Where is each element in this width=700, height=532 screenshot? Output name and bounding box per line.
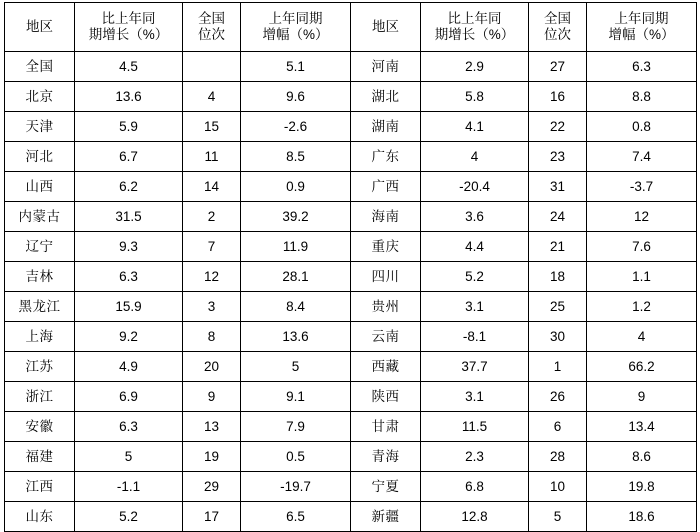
cell-left-growth: 5.9 — [75, 112, 183, 142]
cell-left-last: 0.5 — [241, 442, 351, 472]
cell-left-last: 13.6 — [241, 322, 351, 352]
cell-left-region: 江苏 — [5, 352, 75, 382]
cell-left-region: 黑龙江 — [5, 292, 75, 322]
cell-left-rank: 7 — [183, 232, 241, 262]
cell-right-growth: 2.3 — [421, 442, 529, 472]
header-growth-right: 比上年同 期增长（%） — [421, 3, 529, 52]
cell-left-region: 浙江 — [5, 382, 75, 412]
cell-right-rank: 24 — [529, 202, 587, 232]
cell-left-growth: 6.3 — [75, 412, 183, 442]
cell-right-last: 8.8 — [587, 82, 697, 112]
cell-left-growth: 4.9 — [75, 352, 183, 382]
cell-right-rank: 31 — [529, 172, 587, 202]
cell-right-last: 19.8 — [587, 472, 697, 502]
header-rank-left: 全国 位次 — [183, 3, 241, 52]
cell-right-rank: 23 — [529, 142, 587, 172]
cell-right-growth: 5.8 — [421, 82, 529, 112]
cell-left-growth: 15.9 — [75, 292, 183, 322]
cell-right-region: 湖北 — [351, 82, 421, 112]
cell-right-last: 18.6 — [587, 502, 697, 532]
cell-left-rank: 14 — [183, 172, 241, 202]
header-last-right: 上年同期 增幅（%） — [587, 3, 697, 52]
cell-left-growth: 6.9 — [75, 382, 183, 412]
cell-right-last: 7.4 — [587, 142, 697, 172]
header-growth-left: 比上年同 期增长（%） — [75, 3, 183, 52]
cell-left-rank: 17 — [183, 502, 241, 532]
cell-right-growth: 2.9 — [421, 52, 529, 82]
cell-left-rank: 9 — [183, 382, 241, 412]
cell-left-region: 河北 — [5, 142, 75, 172]
table-row — [5, 172, 697, 202]
cell-left-rank: 19 — [183, 442, 241, 472]
cell-right-region: 云南 — [351, 322, 421, 352]
header-row — [5, 3, 697, 52]
table-row — [5, 412, 697, 442]
cell-left-growth: 13.6 — [75, 82, 183, 112]
cell-left-region: 北京 — [5, 82, 75, 112]
table-row — [5, 502, 697, 532]
cell-right-last: 66.2 — [587, 352, 697, 382]
cell-right-region: 广东 — [351, 142, 421, 172]
cell-left-growth: 4.5 — [75, 52, 183, 82]
table-row — [5, 112, 697, 142]
cell-right-rank: 26 — [529, 382, 587, 412]
table-row — [5, 52, 697, 82]
cell-left-growth: 5 — [75, 442, 183, 472]
header-rank-right: 全国 位次 — [529, 3, 587, 52]
cell-left-last: 11.9 — [241, 232, 351, 262]
table-row — [5, 292, 697, 322]
cell-right-region: 重庆 — [351, 232, 421, 262]
cell-left-region: 上海 — [5, 322, 75, 352]
cell-right-growth: 3.1 — [421, 382, 529, 412]
header-region-right: 地区 — [351, 3, 421, 52]
cell-right-last: -3.7 — [587, 172, 697, 202]
cell-right-rank: 28 — [529, 442, 587, 472]
cell-left-rank: 4 — [183, 82, 241, 112]
cell-right-rank: 30 — [529, 322, 587, 352]
cell-right-region: 河南 — [351, 52, 421, 82]
cell-right-last: 1.1 — [587, 262, 697, 292]
cell-left-rank: 11 — [183, 142, 241, 172]
cell-right-last: 9 — [587, 382, 697, 412]
cell-right-region: 湖南 — [351, 112, 421, 142]
table-row — [5, 262, 697, 292]
cell-right-growth: 11.5 — [421, 412, 529, 442]
cell-left-region: 山西 — [5, 172, 75, 202]
cell-right-region: 甘肃 — [351, 412, 421, 442]
cell-right-growth: 12.8 — [421, 502, 529, 532]
cell-right-growth: -20.4 — [421, 172, 529, 202]
cell-right-region: 贵州 — [351, 292, 421, 322]
cell-right-growth: 3.1 — [421, 292, 529, 322]
cell-left-last: 6.5 — [241, 502, 351, 532]
cell-right-region: 宁夏 — [351, 472, 421, 502]
cell-left-last: 9.6 — [241, 82, 351, 112]
cell-left-last: 39.2 — [241, 202, 351, 232]
header-region-left: 地区 — [5, 3, 75, 52]
cell-right-growth: 4 — [421, 142, 529, 172]
cell-right-rank: 22 — [529, 112, 587, 142]
cell-left-region: 内蒙古 — [5, 202, 75, 232]
table-row — [5, 322, 697, 352]
cell-left-last: -19.7 — [241, 472, 351, 502]
cell-right-region: 新疆 — [351, 502, 421, 532]
cell-right-growth: 37.7 — [421, 352, 529, 382]
cell-right-region: 西藏 — [351, 352, 421, 382]
cell-left-growth: 9.3 — [75, 232, 183, 262]
cell-left-rank: 20 — [183, 352, 241, 382]
cell-left-region: 吉林 — [5, 262, 75, 292]
header-last-left: 上年同期 增幅（%） — [241, 3, 351, 52]
cell-right-rank: 6 — [529, 412, 587, 442]
cell-left-rank: 13 — [183, 412, 241, 442]
cell-right-region: 广西 — [351, 172, 421, 202]
cell-left-region: 辽宁 — [5, 232, 75, 262]
cell-right-growth: 5.2 — [421, 262, 529, 292]
cell-left-last: -2.6 — [241, 112, 351, 142]
cell-left-last: 8.5 — [241, 142, 351, 172]
cell-right-region: 四川 — [351, 262, 421, 292]
cell-left-last: 8.4 — [241, 292, 351, 322]
cell-left-growth: -1.1 — [75, 472, 183, 502]
cell-left-last: 5 — [241, 352, 351, 382]
cell-left-growth: 6.3 — [75, 262, 183, 292]
cell-left-growth: 6.7 — [75, 142, 183, 172]
cell-right-growth: -8.1 — [421, 322, 529, 352]
cell-left-last: 0.9 — [241, 172, 351, 202]
cell-left-growth: 5.2 — [75, 502, 183, 532]
cell-right-rank: 27 — [529, 52, 587, 82]
cell-left-rank: 12 — [183, 262, 241, 292]
cell-left-region: 安徽 — [5, 412, 75, 442]
cell-left-rank: 2 — [183, 202, 241, 232]
cell-right-growth: 6.8 — [421, 472, 529, 502]
cell-left-rank — [183, 52, 241, 82]
table-row — [5, 232, 697, 262]
cell-left-last: 28.1 — [241, 262, 351, 292]
cell-left-growth: 9.2 — [75, 322, 183, 352]
regional-growth-table — [4, 2, 697, 532]
table-header — [5, 3, 697, 52]
table-row — [5, 142, 697, 172]
cell-left-growth: 6.2 — [75, 172, 183, 202]
cell-right-growth: 3.6 — [421, 202, 529, 232]
table-row — [5, 472, 697, 502]
cell-right-last: 0.8 — [587, 112, 697, 142]
cell-left-growth: 31.5 — [75, 202, 183, 232]
cell-left-rank: 15 — [183, 112, 241, 142]
cell-left-last: 7.9 — [241, 412, 351, 442]
cell-right-region: 海南 — [351, 202, 421, 232]
table-row — [5, 82, 697, 112]
cell-left-rank: 8 — [183, 322, 241, 352]
cell-left-last: 9.1 — [241, 382, 351, 412]
cell-right-last: 7.6 — [587, 232, 697, 262]
cell-right-growth: 4.1 — [421, 112, 529, 142]
cell-right-growth: 4.4 — [421, 232, 529, 262]
cell-right-last: 13.4 — [587, 412, 697, 442]
statistics-table-page — [0, 2, 700, 524]
cell-right-last: 4 — [587, 322, 697, 352]
cell-right-last: 12 — [587, 202, 697, 232]
table-body — [5, 52, 697, 532]
table-row — [5, 442, 697, 472]
cell-left-region: 山东 — [5, 502, 75, 532]
cell-right-rank: 21 — [529, 232, 587, 262]
table-row — [5, 352, 697, 382]
cell-left-rank: 3 — [183, 292, 241, 322]
cell-right-rank: 10 — [529, 472, 587, 502]
table-row — [5, 202, 697, 232]
cell-right-rank: 5 — [529, 502, 587, 532]
cell-right-rank: 1 — [529, 352, 587, 382]
cell-right-last: 1.2 — [587, 292, 697, 322]
cell-right-rank: 25 — [529, 292, 587, 322]
cell-right-region: 青海 — [351, 442, 421, 472]
cell-left-rank: 29 — [183, 472, 241, 502]
cell-right-last: 6.3 — [587, 52, 697, 82]
cell-right-last: 8.6 — [587, 442, 697, 472]
cell-right-rank: 16 — [529, 82, 587, 112]
cell-left-region: 全国 — [5, 52, 75, 82]
cell-left-region: 江西 — [5, 472, 75, 502]
cell-right-rank: 18 — [529, 262, 587, 292]
cell-left-region: 天津 — [5, 112, 75, 142]
cell-left-region: 福建 — [5, 442, 75, 472]
table-row — [5, 382, 697, 412]
cell-left-last: 5.1 — [241, 52, 351, 82]
cell-right-region: 陕西 — [351, 382, 421, 412]
